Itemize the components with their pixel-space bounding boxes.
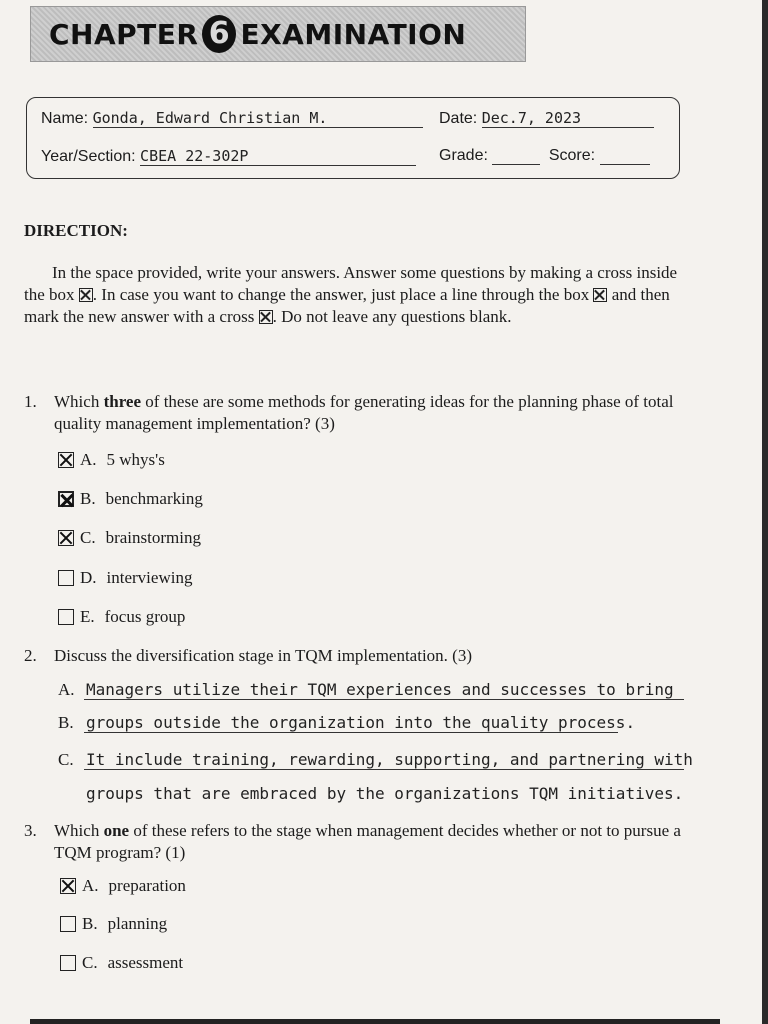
direction-title: DIRECTION:: [24, 221, 128, 240]
footer-bar: [30, 1019, 720, 1024]
name-field[interactable]: Gonda, Edward Christian M.: [93, 109, 423, 128]
student-info-box: [26, 97, 680, 179]
checked-box-icon[interactable]: [58, 491, 74, 507]
direction-part-3: and then mark the new answer with a cross: [24, 285, 670, 326]
chapter-word: CHAPTER: [49, 17, 199, 51]
option-letter: B.: [82, 914, 98, 933]
option-letter: A.: [82, 876, 99, 895]
direction-part-2: . In case you want to change the answer, just place a line through the box: [92, 285, 590, 304]
option-label: planning: [107, 914, 168, 933]
q1-option-e[interactable]: [58, 607, 185, 627]
question-number: 1.: [24, 392, 37, 411]
lined-crossed-box-icon: [593, 288, 607, 302]
option-letter: B.: [80, 489, 96, 508]
question-text-pre: Which: [54, 392, 104, 411]
option-label: 5 whys's: [106, 450, 165, 469]
question-text-emphasis: three: [103, 392, 142, 411]
empty-box-icon[interactable]: [60, 916, 76, 932]
examination-word: EXAMINATION: [240, 17, 467, 51]
grade-field[interactable]: [492, 148, 540, 165]
date-row: [439, 109, 654, 128]
checked-box-icon[interactable]: [58, 530, 74, 546]
question-text-emphasis: one: [103, 821, 130, 840]
option-label: preparation: [108, 876, 186, 895]
question-text: [54, 820, 684, 864]
option-label: focus group: [104, 607, 186, 626]
q3-option-a[interactable]: [60, 876, 186, 896]
date-label: Date:: [439, 110, 478, 127]
question-text-pre: Which: [54, 821, 104, 840]
option-label: benchmarking: [105, 489, 203, 508]
answer-letter: C.: [58, 750, 74, 769]
name-label: Name:: [41, 110, 89, 127]
option-letter: D.: [80, 568, 97, 587]
chapter-number: 6: [202, 15, 236, 53]
score-label: Score:: [548, 147, 596, 164]
q2-answer-a: [58, 680, 684, 700]
question-number: 3.: [24, 821, 37, 840]
question-text: [54, 391, 684, 435]
question-text: Discuss the diversification stage in TQM implementation. (3): [54, 646, 472, 665]
q2-answer-b: [58, 713, 636, 733]
name-row: [41, 109, 423, 128]
option-label: assessment: [107, 953, 184, 972]
option-letter: A.: [80, 450, 97, 469]
q1-option-c[interactable]: [58, 528, 201, 548]
option-letter: E.: [80, 607, 95, 626]
option-letter: C.: [80, 528, 96, 547]
score-field[interactable]: [600, 148, 650, 165]
crossed-box-icon: [79, 288, 93, 302]
checked-box-icon[interactable]: [60, 878, 76, 894]
grade-score-row: [439, 147, 650, 165]
chapter-banner: [30, 6, 526, 62]
book-spine: [762, 0, 768, 1024]
question-text-post: of these refers to the stage when management decides whether or not to pursue a TQM program? (1): [54, 821, 681, 862]
option-label: interviewing: [106, 568, 193, 587]
answer-line[interactable]: Managers utilize their TQM experiences and successes to bring: [84, 680, 684, 700]
question-number: 2.: [24, 646, 37, 665]
year-section-label: Year/Section:: [41, 148, 136, 165]
q1-option-b[interactable]: [58, 489, 203, 509]
date-field[interactable]: Dec.7, 2023: [482, 109, 654, 128]
answer-letter: B.: [58, 713, 74, 732]
chapter-title: [49, 15, 466, 53]
grade-label: Grade:: [439, 147, 488, 164]
q1-option-a[interactable]: [58, 450, 165, 470]
direction-part-4: . Do not leave any questions blank.: [272, 307, 512, 326]
crossed-box-icon: [259, 310, 273, 324]
question-2: [24, 645, 694, 667]
direction-text: [24, 262, 689, 328]
checked-box-icon[interactable]: [58, 452, 74, 468]
answer-letter: A.: [58, 680, 75, 699]
q2-answer-continuation: groups that are embraced by the organizations TQM initiatives.: [86, 784, 684, 803]
question-1: [24, 391, 694, 435]
answer-line[interactable]: It include training, rewarding, supporting, and partnering with: [86, 750, 693, 769]
question-text-post: of these are some methods for generating ideas for the planning phase of total quality management implementation? (3): [54, 392, 674, 433]
year-section-row: [41, 147, 416, 166]
empty-box-icon[interactable]: [58, 570, 74, 586]
direction-part-1: In the space provided, write your answers. Answer some questions by making a cross inside the box: [24, 263, 678, 304]
q3-option-b[interactable]: [60, 914, 167, 934]
answer-line[interactable]: groups outside the organization into the quality process.: [86, 713, 636, 732]
year-section-field[interactable]: CBEA 22-302P: [140, 147, 416, 166]
q1-option-d[interactable]: [58, 568, 192, 588]
question-3: [24, 820, 694, 864]
empty-box-icon[interactable]: [58, 609, 74, 625]
option-letter: C.: [82, 953, 98, 972]
q3-option-c[interactable]: [60, 953, 183, 973]
option-label: brainstorming: [105, 528, 201, 547]
q2-answer-c: [58, 750, 693, 770]
empty-box-icon[interactable]: [60, 955, 76, 971]
